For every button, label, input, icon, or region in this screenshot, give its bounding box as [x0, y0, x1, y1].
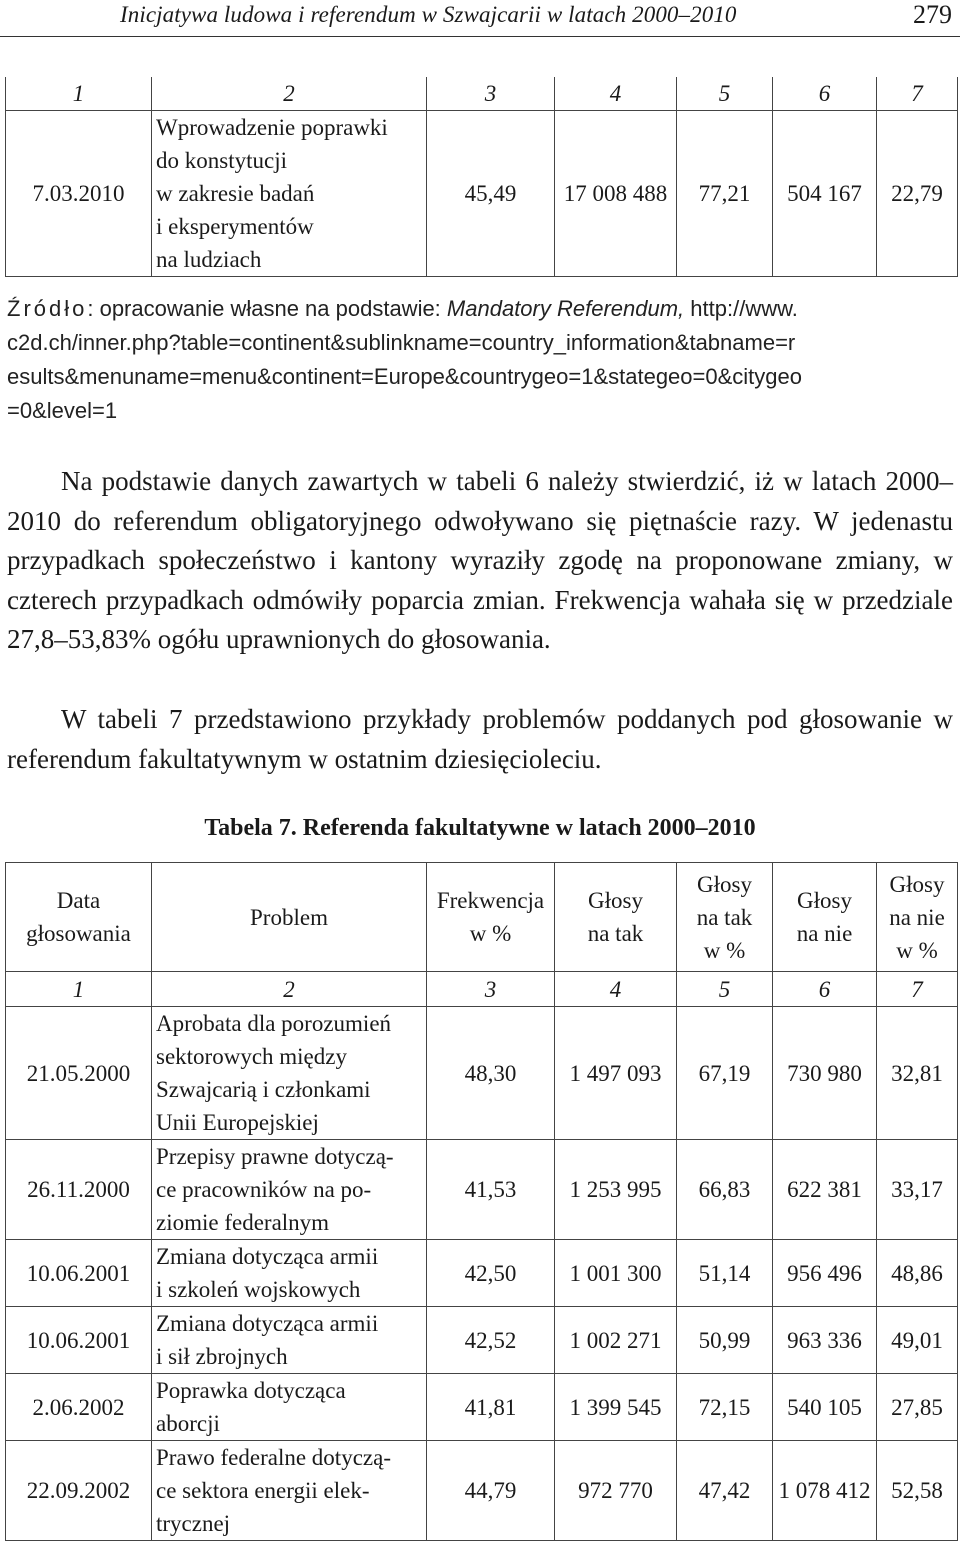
- no-pct-cell: 32,81: [877, 1007, 958, 1140]
- running-title: Inicjatywa ludowa i referendum w Szwajcarii w latach 2000–2010: [120, 2, 737, 27]
- problem-line: ce sektora energii elek-: [156, 1478, 370, 1503]
- header-line: Głosy: [889, 871, 945, 897]
- problem-line: Zmiana dotycząca armii: [156, 1244, 379, 1269]
- no-votes-cell: 963 336: [773, 1307, 877, 1374]
- date-cell: 2.06.2002: [6, 1374, 152, 1441]
- paragraph-1-text: Na podstawie danych zawartych w tabeli 6 należy stwierdzić, iż w latach 2000–2010 do referendum obligatoryjnego odwoływano się piętnaście razy. W jedenastu przypadkach społeczeństwo i kantony wyraziły zgodę na proponowane zmiany, w czterech przypadkach odmówiły poparcia zmian. Frekwencja wahała się w przedziale 27,8–53,83% ogółu uprawnionych do głosowania.: [7, 466, 953, 654]
- problem-line: ziomie federalnym: [156, 1210, 330, 1235]
- no-votes-cell: 540 105: [773, 1374, 877, 1441]
- column-number: 7: [877, 77, 958, 111]
- problem-line: w zakresie badań: [156, 181, 315, 206]
- source-url-1: http://www.: [690, 296, 798, 321]
- problem-cell: [152, 1007, 427, 1140]
- top-table-continuation: [5, 77, 958, 277]
- table-7: [5, 862, 958, 1541]
- problem-line: Aprobata dla porozumień: [156, 1011, 392, 1036]
- paragraph-2-text: W tabeli 7 przedstawiono przykłady problemów poddanych pod głosowanie w referendum fakultatywnym w ostatnim dziesięcioleciu.: [7, 704, 953, 774]
- yes-votes-cell: 17 008 488: [555, 111, 677, 277]
- table-row: [6, 1374, 958, 1441]
- problem-line: sektorowych między: [156, 1044, 347, 1069]
- source-url-3: esults&menuname=menu&continent=Europe&countrygeo=1&stategeo=0&citygeo: [7, 364, 802, 389]
- problem-line: Poprawka dotycząca: [156, 1378, 346, 1403]
- yes-pct-cell: 50,99: [677, 1307, 773, 1374]
- yes-votes-cell: 1 001 300: [555, 1240, 677, 1307]
- problem-line: Szwajcarią i członkami: [156, 1077, 371, 1102]
- source-title: Mandatory Referendum,: [446, 296, 685, 321]
- no-votes-cell: 730 980: [773, 1007, 877, 1140]
- table-row: [6, 1140, 958, 1240]
- header-rule: [0, 36, 960, 37]
- column-number: 1: [6, 77, 152, 111]
- source-url-2: c2d.ch/inner.php?table=continent&sublinkname=country_information&tabname=r: [7, 330, 796, 355]
- problem-line: do konstytucji: [156, 148, 287, 173]
- header-line: na tak: [587, 921, 644, 946]
- turnout-cell: 48,30: [427, 1007, 555, 1140]
- problem-cell: [152, 111, 427, 277]
- problem-line: aborcji: [156, 1411, 220, 1436]
- header-line: Głosy: [697, 871, 752, 897]
- column-number: 2: [152, 972, 427, 1007]
- yes-pct-cell: 67,19: [677, 1007, 773, 1140]
- problem-cell: [152, 1374, 427, 1441]
- problem-line: trycznej: [156, 1511, 231, 1536]
- column-number: 2: [152, 77, 427, 111]
- problem-line: i eksperymentów: [156, 214, 314, 239]
- page-number: 279: [913, 0, 952, 29]
- no-votes-cell: 504 167: [773, 111, 877, 277]
- column-number-row: [6, 77, 958, 111]
- column-number: 3: [427, 972, 555, 1007]
- yes-pct-cell: 51,14: [677, 1240, 773, 1307]
- problem-line: Unii Europejskiej: [156, 1110, 319, 1135]
- header-line: na nie: [796, 921, 853, 946]
- turnout-cell: 41,53: [427, 1140, 555, 1240]
- date-cell: 21.05.2000: [6, 1007, 152, 1140]
- table-row: [6, 1007, 958, 1140]
- problem-line: ce pracowników na po-: [156, 1177, 372, 1202]
- no-pct-cell: 48,86: [877, 1240, 958, 1307]
- header-line: Frekwencja: [436, 888, 545, 913]
- yes-votes-cell: 972 770: [555, 1441, 677, 1541]
- yes-votes-cell: 1 497 093: [555, 1007, 677, 1140]
- table-row: [6, 111, 958, 277]
- no-pct-cell: 22,79: [877, 111, 958, 277]
- no-pct-cell: 49,01: [877, 1307, 958, 1374]
- column-number: 6: [773, 77, 877, 111]
- date-cell: 26.11.2000: [6, 1140, 152, 1240]
- no-votes-cell: 956 496: [773, 1240, 877, 1307]
- column-header: [152, 863, 427, 972]
- running-header: [0, 0, 960, 40]
- column-number: 1: [6, 972, 152, 1007]
- column-number-row: [6, 972, 958, 1007]
- header-line: na nie: [889, 904, 945, 930]
- table-row: [6, 1441, 958, 1541]
- yes-votes-cell: 1 253 995: [555, 1140, 677, 1240]
- header-row: [6, 863, 958, 972]
- problem-line: i szkoleń wojskowych: [156, 1277, 361, 1302]
- turnout-cell: 42,52: [427, 1307, 555, 1374]
- problem-line: i sił zbrojnych: [156, 1344, 288, 1369]
- problem-cell: [152, 1307, 427, 1374]
- header-line: Data: [56, 888, 101, 913]
- column-header: [427, 863, 555, 972]
- yes-pct-cell: 72,15: [677, 1374, 773, 1441]
- column-header: [773, 863, 877, 972]
- no-pct-cell: 33,17: [877, 1140, 958, 1240]
- source-url-4: =0&level=1: [7, 398, 118, 423]
- column-number: 6: [773, 972, 877, 1007]
- date-cell: 10.06.2001: [6, 1240, 152, 1307]
- paragraph-2: [7, 700, 953, 779]
- yes-votes-cell: 1 399 545: [555, 1374, 677, 1441]
- yes-votes-cell: 1 002 271: [555, 1307, 677, 1374]
- date-cell: 7.03.2010: [6, 111, 152, 277]
- turnout-cell: 41,81: [427, 1374, 555, 1441]
- date-cell: 10.06.2001: [6, 1307, 152, 1374]
- problem-line: Zmiana dotycząca armii: [156, 1311, 379, 1336]
- problem-cell: [152, 1140, 427, 1240]
- yes-pct-cell: 47,42: [677, 1441, 773, 1541]
- problem-line: Przepisy prawne dotyczą-: [156, 1144, 394, 1169]
- header-line: w %: [703, 937, 746, 963]
- header-line: Głosy: [797, 888, 852, 913]
- column-number: 4: [555, 77, 677, 111]
- problem-line: Prawo federalne dotyczą-: [156, 1445, 391, 1470]
- turnout-cell: 45,49: [427, 111, 555, 277]
- column-header: [677, 863, 773, 972]
- problem-line: Wprowadzenie poprawki: [156, 115, 388, 140]
- column-header: [877, 863, 958, 972]
- column-number: 5: [677, 972, 773, 1007]
- table-row: [6, 1307, 958, 1374]
- table-caption: Tabela 7. Referenda fakultatywne w latach 2000–2010: [204, 815, 756, 841]
- no-pct-cell: 27,85: [877, 1374, 958, 1441]
- yes-pct-cell: 66,83: [677, 1140, 773, 1240]
- no-votes-cell: 1 078 412: [773, 1441, 877, 1541]
- header-line: Głosy: [588, 888, 643, 913]
- yes-pct-cell: 77,21: [677, 111, 773, 277]
- problem-line: na ludziach: [156, 247, 262, 272]
- column-number: 4: [555, 972, 677, 1007]
- column-number: 3: [427, 77, 555, 111]
- no-pct-cell: 52,58: [877, 1441, 958, 1541]
- turnout-cell: 44,79: [427, 1441, 555, 1541]
- column-header: [6, 863, 152, 972]
- header-line: na tak: [696, 904, 753, 930]
- paragraph-1: [7, 462, 953, 660]
- source-label: Źródło: [7, 296, 88, 321]
- source-note: [7, 292, 953, 428]
- source-text: : opracowanie własne na podstawie:: [87, 296, 447, 321]
- header-line: głosowania: [26, 921, 131, 946]
- column-header: [555, 863, 677, 972]
- problem-cell: [152, 1441, 427, 1541]
- column-number: 7: [877, 972, 958, 1007]
- date-cell: 22.09.2002: [6, 1441, 152, 1541]
- header-line: Problem: [250, 904, 328, 930]
- table-row: [6, 1240, 958, 1307]
- problem-cell: [152, 1240, 427, 1307]
- header-line: w %: [896, 937, 938, 963]
- header-line: w %: [469, 921, 512, 946]
- column-number: 5: [677, 77, 773, 111]
- no-votes-cell: 622 381: [773, 1140, 877, 1240]
- turnout-cell: 42,50: [427, 1240, 555, 1307]
